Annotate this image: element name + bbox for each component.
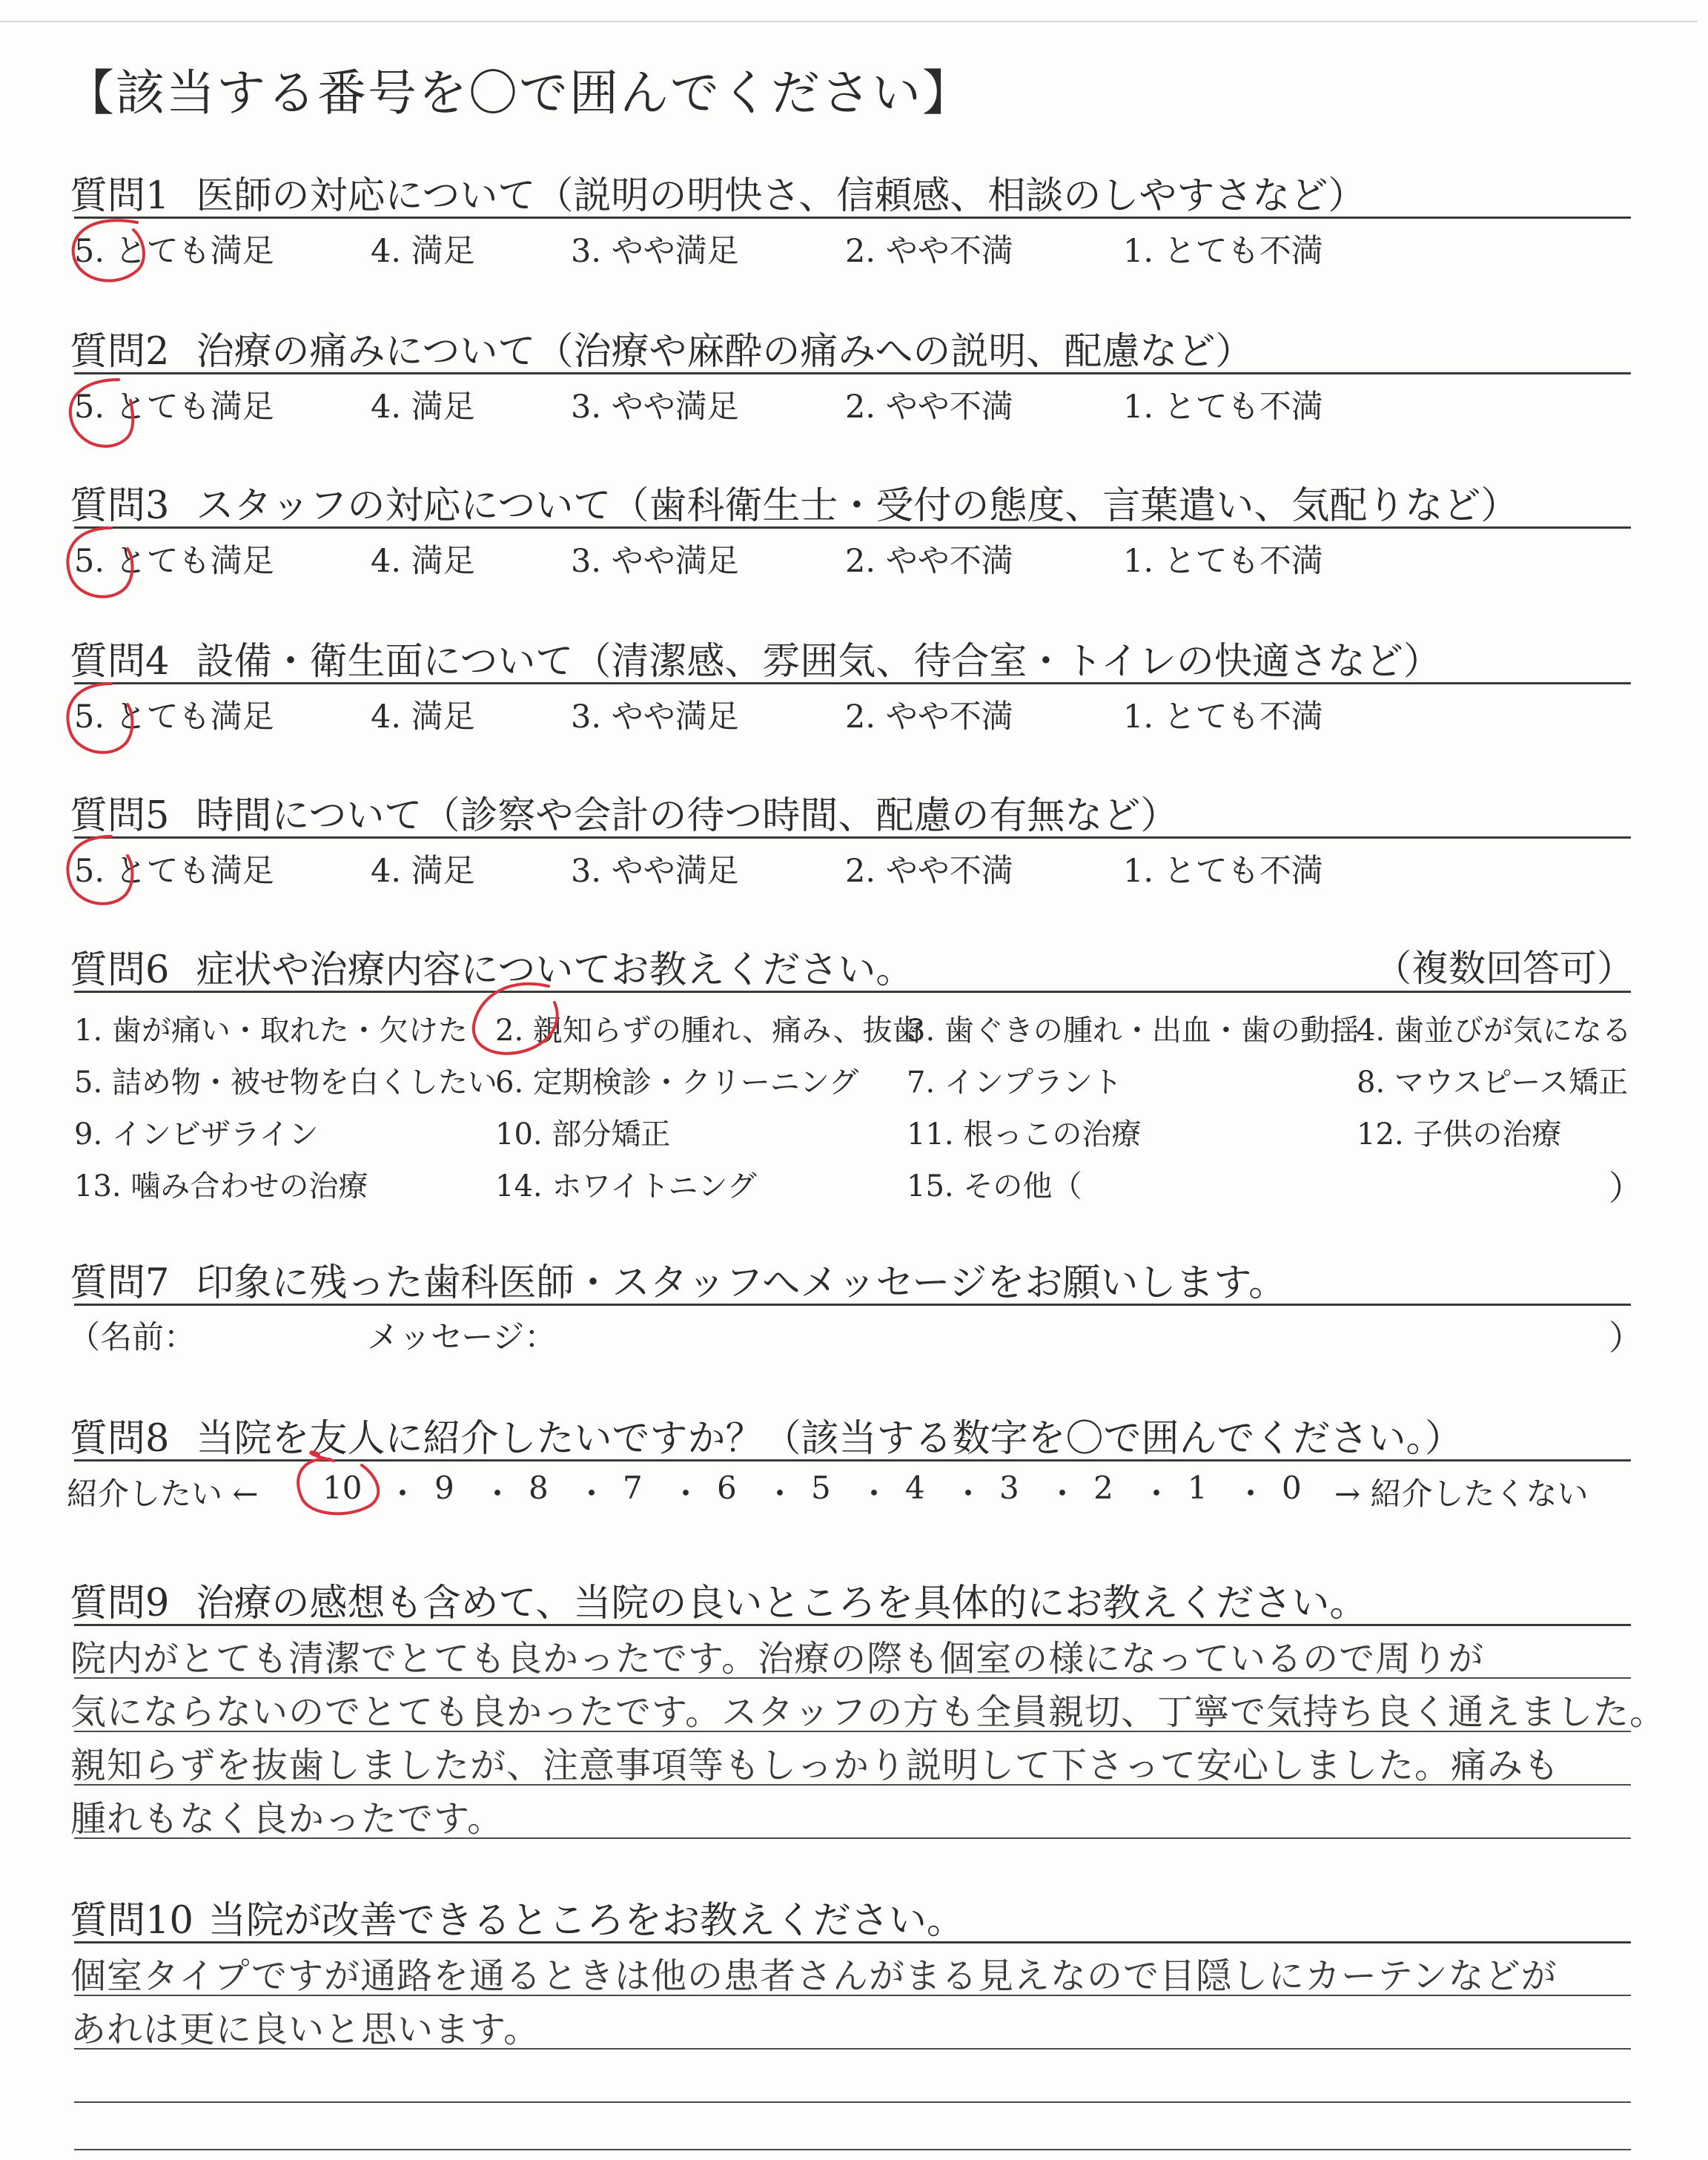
q8-score-0[interactable]: 0 bbox=[1282, 1470, 1302, 1506]
q1-question bbox=[70, 165, 1366, 219]
q4-rule bbox=[74, 682, 1631, 684]
q9-answer-line-2[interactable]: 気にならないのでとても良かったです。スタッフの方も全員親切、丁寧で気持ち良く通えました。 bbox=[70, 1691, 1666, 1733]
q2-text: 治療の痛みについて（治療や麻酔の痛みへの説明、配慮など） bbox=[196, 330, 1254, 374]
q2-rule bbox=[74, 372, 1631, 374]
q8-score-8[interactable]: 8 bbox=[529, 1470, 549, 1506]
q9-answer-line-3[interactable]: 親知らずを抜歯しましたが、注意事項等もしっかり説明して下さって安心しました。痛みも bbox=[70, 1745, 1560, 1786]
q3-text: スタッフの対応について（歯科衛生士・受付の態度、言葉遣い、気配りなど） bbox=[196, 484, 1519, 528]
q6-option-12[interactable]: 12. 子供の治療 bbox=[1357, 1117, 1562, 1152]
q6-option-4[interactable]: 4. 歯並びが気になる bbox=[1357, 1014, 1632, 1048]
q2-number: 質問2 bbox=[70, 330, 170, 374]
q3-option-3[interactable]: 3. やや満足 bbox=[571, 543, 739, 580]
q7-number: 質問7 bbox=[70, 1261, 170, 1305]
q6-option-14[interactable]: 14. ホワイトニング bbox=[495, 1169, 757, 1203]
q10-writing-line bbox=[74, 2101, 1631, 2103]
q5-option-4[interactable]: 4. 満足 bbox=[371, 853, 475, 890]
q5-option-3[interactable]: 3. やや満足 bbox=[571, 853, 739, 890]
q6-multiple-answers-note: （複数回答可） bbox=[1374, 947, 1634, 990]
q4-option-4[interactable]: 4. 満足 bbox=[371, 698, 475, 736]
q4-option-2[interactable]: 2. やや不満 bbox=[845, 698, 1013, 736]
q6-option-6[interactable]: 6. 定期検診・クリーニング bbox=[495, 1066, 859, 1100]
q6-other-close-paren: ） bbox=[1609, 1168, 1643, 1208]
q6-option-8[interactable]: 8. マウスピース矯正 bbox=[1357, 1066, 1629, 1100]
q2-question bbox=[70, 320, 1253, 375]
q8-score-2[interactable]: 2 bbox=[1093, 1470, 1113, 1506]
q6-question bbox=[70, 939, 913, 994]
q7-question bbox=[70, 1252, 1286, 1307]
q6-number: 質問6 bbox=[70, 948, 170, 992]
q10-answer-line-2[interactable]: あれは更に良いと思います。 bbox=[70, 2009, 540, 2050]
q6-text: 症状や治療内容についてお教えください。 bbox=[196, 948, 914, 992]
q1-option-2[interactable]: 2. やや不満 bbox=[845, 233, 1013, 270]
q8-separator: ・ bbox=[1047, 1476, 1079, 1512]
q1-option-5[interactable]: 5. とても満足 bbox=[74, 233, 274, 270]
q9-answer-line-4[interactable]: 腫れもなく良かったです。 bbox=[70, 1798, 504, 1840]
q2-option-3[interactable]: 3. やや満足 bbox=[571, 389, 739, 426]
q8-score-3[interactable]: 3 bbox=[999, 1470, 1019, 1506]
q9-rule bbox=[74, 1624, 1631, 1626]
q7-message-label[interactable]: メッセージ： bbox=[367, 1319, 557, 1356]
q10-text: 当院が改善できるところをお教えください。 bbox=[208, 1899, 964, 1943]
q8-separator: ・ bbox=[670, 1476, 702, 1512]
q6-option-10[interactable]: 10. 部分矯正 bbox=[495, 1117, 671, 1152]
q6-option-7[interactable]: 7. インプラント bbox=[907, 1066, 1122, 1100]
q3-rule bbox=[74, 526, 1631, 529]
q8-separator: ・ bbox=[953, 1476, 984, 1512]
q9-number: 質問9 bbox=[70, 1582, 170, 1625]
q2-option-1[interactable]: 1. とても不満 bbox=[1123, 389, 1323, 426]
q8-separator: ・ bbox=[576, 1476, 608, 1512]
q3-number: 質問3 bbox=[70, 484, 170, 528]
q5-option-5[interactable]: 5. とても満足 bbox=[74, 853, 274, 890]
form-heading: 【該当する番号を〇で囲んでください】 bbox=[65, 65, 973, 122]
q6-option-15[interactable]: 15. その他（ bbox=[907, 1169, 1082, 1203]
q8-score-10[interactable]: 10 bbox=[322, 1470, 363, 1506]
q8-score-6[interactable]: 6 bbox=[717, 1470, 737, 1506]
q6-rule bbox=[74, 991, 1631, 993]
q7-close-paren: ） bbox=[1609, 1318, 1643, 1358]
q8-score-7[interactable]: 7 bbox=[623, 1470, 643, 1506]
q3-option-2[interactable]: 2. やや不満 bbox=[845, 543, 1013, 580]
q1-option-4[interactable]: 4. 満足 bbox=[371, 233, 475, 270]
q10-answer-line-1[interactable]: 個室タイプですが通路を通るときは他の患者さんがまる見えなので目隠しにカーテンなどが bbox=[70, 1955, 1558, 1997]
q8-separator: ・ bbox=[1235, 1476, 1267, 1512]
q1-option-3[interactable]: 3. やや満足 bbox=[571, 233, 739, 270]
q8-separator: ・ bbox=[482, 1476, 514, 1512]
q8-rule bbox=[74, 1459, 1631, 1462]
q8-question bbox=[70, 1407, 1463, 1462]
q2-option-2[interactable]: 2. やや不満 bbox=[845, 389, 1013, 426]
q8-separator: ・ bbox=[1141, 1476, 1173, 1512]
q7-text: 印象に残った歯科医師・スタッフへメッセージをお願いします。 bbox=[196, 1261, 1287, 1305]
q3-option-1[interactable]: 1. とても不満 bbox=[1123, 543, 1323, 580]
q10-rule bbox=[74, 1941, 1631, 1943]
q5-rule bbox=[74, 836, 1631, 839]
q1-option-1[interactable]: 1. とても不満 bbox=[1123, 233, 1323, 270]
q8-text: 当院を友人に紹介したいですか？（該当する数字を〇で囲んでください。） bbox=[196, 1417, 1463, 1461]
q6-option-9[interactable]: 9. インビザライン bbox=[74, 1117, 319, 1152]
q8-score-1[interactable]: 1 bbox=[1188, 1470, 1208, 1506]
q8-right-label: → 紹介したくない bbox=[1334, 1476, 1589, 1512]
q2-option-4[interactable]: 4. 満足 bbox=[371, 389, 475, 426]
q8-left-label: 紹介したい ← bbox=[67, 1476, 259, 1512]
q6-option-5[interactable]: 5. 詰め物・被せ物を白くしたい bbox=[74, 1066, 497, 1100]
q7-rule bbox=[74, 1304, 1631, 1306]
q4-option-1[interactable]: 1. とても不満 bbox=[1123, 698, 1323, 736]
q4-number: 質問4 bbox=[70, 640, 170, 684]
q8-separator: ・ bbox=[387, 1476, 419, 1512]
q10-writing-line bbox=[74, 2149, 1631, 2150]
q4-text: 設備・衛生面について（清潔感、雰囲気、待合室・トイレの快適さなど） bbox=[196, 640, 1441, 684]
q3-option-5[interactable]: 5. とても満足 bbox=[74, 543, 274, 580]
q7-name-label[interactable]: （名前： bbox=[68, 1319, 196, 1356]
q5-option-1[interactable]: 1. とても不満 bbox=[1123, 853, 1323, 890]
q6-option-3[interactable]: 3. 歯ぐきの腫れ・出血・歯の動揺 bbox=[907, 1014, 1360, 1048]
q9-question bbox=[70, 1572, 1367, 1627]
q4-question bbox=[70, 630, 1441, 685]
q9-text: 治療の感想も含めて、当院の良いところを具体的にお教えください。 bbox=[196, 1582, 1368, 1625]
q6-option-11[interactable]: 11. 根っこの治療 bbox=[907, 1117, 1142, 1152]
q1-rule bbox=[74, 217, 1631, 219]
q8-separator: ・ bbox=[858, 1476, 890, 1512]
q8-score-4[interactable]: 4 bbox=[905, 1470, 925, 1506]
q8-separator: ・ bbox=[764, 1476, 796, 1512]
q1-number: 質問1 bbox=[70, 174, 170, 218]
q5-number: 質問5 bbox=[70, 794, 170, 838]
q5-question bbox=[70, 785, 1178, 839]
q4-option-5[interactable]: 5. とても満足 bbox=[74, 698, 274, 736]
q10-number: 質問10 bbox=[70, 1899, 193, 1943]
scan-top-edge bbox=[0, 21, 1698, 22]
q6-option-2[interactable]: 2. 親知らずの腫れ、痛み、抜歯 bbox=[495, 1014, 922, 1048]
q8-score-9[interactable]: 9 bbox=[434, 1470, 454, 1506]
q3-question bbox=[70, 475, 1518, 529]
q1-text: 医師の対応について（説明の明快さ、信頼感、相談のしやすさなど） bbox=[196, 174, 1366, 218]
q4-option-3[interactable]: 3. やや満足 bbox=[571, 698, 739, 736]
q9-answer-line-1[interactable]: 院内がとても清潔でとても良かったです。治療の際も個室の様になっているので周りが bbox=[70, 1638, 1485, 1680]
q6-option-1[interactable]: 1. 歯が痛い・取れた・欠けた bbox=[74, 1014, 468, 1048]
q8-score-5[interactable]: 5 bbox=[811, 1470, 831, 1506]
q10-question bbox=[70, 1889, 964, 1944]
q2-option-5[interactable]: 5. とても満足 bbox=[74, 389, 274, 426]
q5-option-2[interactable]: 2. やや不満 bbox=[845, 853, 1013, 890]
q8-number: 質問8 bbox=[70, 1417, 170, 1461]
q3-option-4[interactable]: 4. 満足 bbox=[371, 543, 475, 580]
q5-text: 時間について（診察や会計の待つ時間、配慮の有無など） bbox=[196, 794, 1179, 838]
q6-option-13[interactable]: 13. 噛み合わせの治療 bbox=[74, 1169, 368, 1203]
